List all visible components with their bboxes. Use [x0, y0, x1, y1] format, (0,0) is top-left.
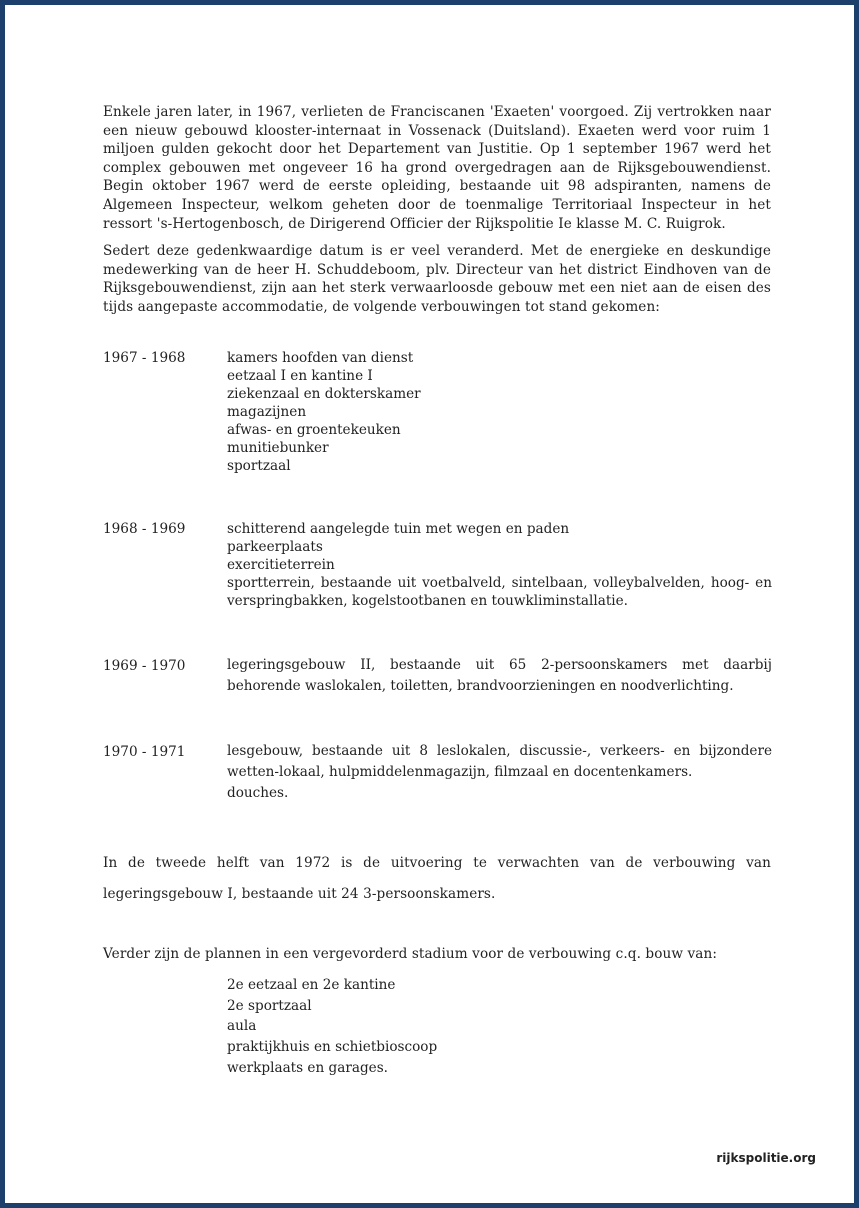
- list-item: eetzaal I en kantine I: [227, 368, 373, 384]
- list-item: parkeerplaats: [227, 539, 323, 555]
- list-item: lesgebouw, bestaande uit 8 leslokalen, discussie-, verkeers- en bijzondere wetten-lokaal, hulpmiddelenmagazijn, filmzaal en docentenkamers.: [227, 743, 772, 780]
- period-1970-1971-years: 1970 - 1971: [103, 744, 186, 760]
- list-item: sportzaal: [227, 458, 291, 474]
- period-1967-1968-years: 1967 - 1968: [103, 350, 186, 366]
- period-1969-1970-list: [227, 655, 772, 697]
- period-1968-1969-years: 1968 - 1969: [103, 521, 186, 537]
- second-half-paragraph: In de tweede helft van 1972 is de uitvoering te verwachten van de verbouwing van legeringsgebouw I, bestaande uit 24 3-persoonskamers.: [103, 855, 771, 902]
- plans-list: [227, 975, 437, 1079]
- list-item: munitiebunker: [227, 440, 329, 456]
- plans-intro-paragraph: Verder zijn de plannen in een vergevorderd stadium voor de verbouwing c.q. bouw van:: [103, 946, 718, 962]
- list-item: legeringsgebouw II, bestaande uit 65 2-persoonskamers met daarbij behorende waslokalen, toiletten, brandvoorzieningen en noodverlichting.: [227, 657, 772, 694]
- period-1968-1969-list: [227, 520, 772, 610]
- list-item: werkplaats en garages.: [227, 1059, 389, 1076]
- list-item: 2e eetzaal en 2e kantine: [227, 977, 396, 993]
- list-item: sportterrein, bestaande uit voetbalveld, sintelbaan, volleybalvelden, hoog- en verspringbakken, kogelstootbanen en touwkliminstallatie.: [227, 575, 772, 609]
- list-item: praktijkhuis en schietbioscoop: [227, 1039, 438, 1056]
- period-1967-1968-list: [227, 349, 772, 475]
- list-item: aula: [227, 1018, 257, 1035]
- period-1969-1970-years: 1969 - 1970: [103, 658, 186, 674]
- intro-paragraph: Enkele jaren later, in 1967, verlieten de Franciscanen 'Exaeten' voorgoed. Zij vertrokken naar een nieuw gebouwd klooster-internaat in Vossenack (Duitsland). Exaeten werd voor ruim 1 miljoen gulden gekocht door het Departement van Justitie. Op 1 september 1967 werd het complex gebouwen met ongeveer 16 ha grond overgedragen aan de Rijksgebouwendienst. Begin oktober 1967 werd de eerste opleiding, bestaande uit 98 adspiranten, namens de Algemeen Inspecteur, welkom geheten door de toenmalige Territoriaal Inspecteur in het ressort 's-Hertogenbosch, de Dirigerend Officier der Rijkspolitie Ie klasse M. C. Ruigrok.: [103, 104, 771, 232]
- list-item: exercitieterrein: [227, 557, 335, 573]
- footer-watermark: rijkspolitie.org: [716, 1151, 816, 1165]
- since-paragraph: Sedert deze gedenkwaardige datum is er veel veranderd. Met de energieke en deskundige medewerking van de heer H. Schuddeboom, plv. Directeur van het district Eindhoven van de Rijksgebouwendienst, zijn aan het sterk verwaarloosde gebouw met een niet aan de eisen des tijds aangepaste accommodatie, de volgende verbouwingen tot stand gekomen:: [103, 243, 771, 315]
- list-item: magazijnen: [227, 404, 307, 420]
- list-item: kamers hoofden van dienst: [227, 350, 414, 366]
- period-1970-1971-list: [227, 741, 772, 804]
- document-page: [5, 5, 854, 1203]
- list-item: 2e sportzaal: [227, 997, 312, 1014]
- list-item: schitterend aangelegde tuin met wegen en paden: [227, 521, 570, 537]
- list-item: afwas- en groentekeuken: [227, 422, 401, 438]
- list-item: douches.: [227, 785, 289, 801]
- list-item: ziekenzaal en dokterskamer: [227, 386, 421, 402]
